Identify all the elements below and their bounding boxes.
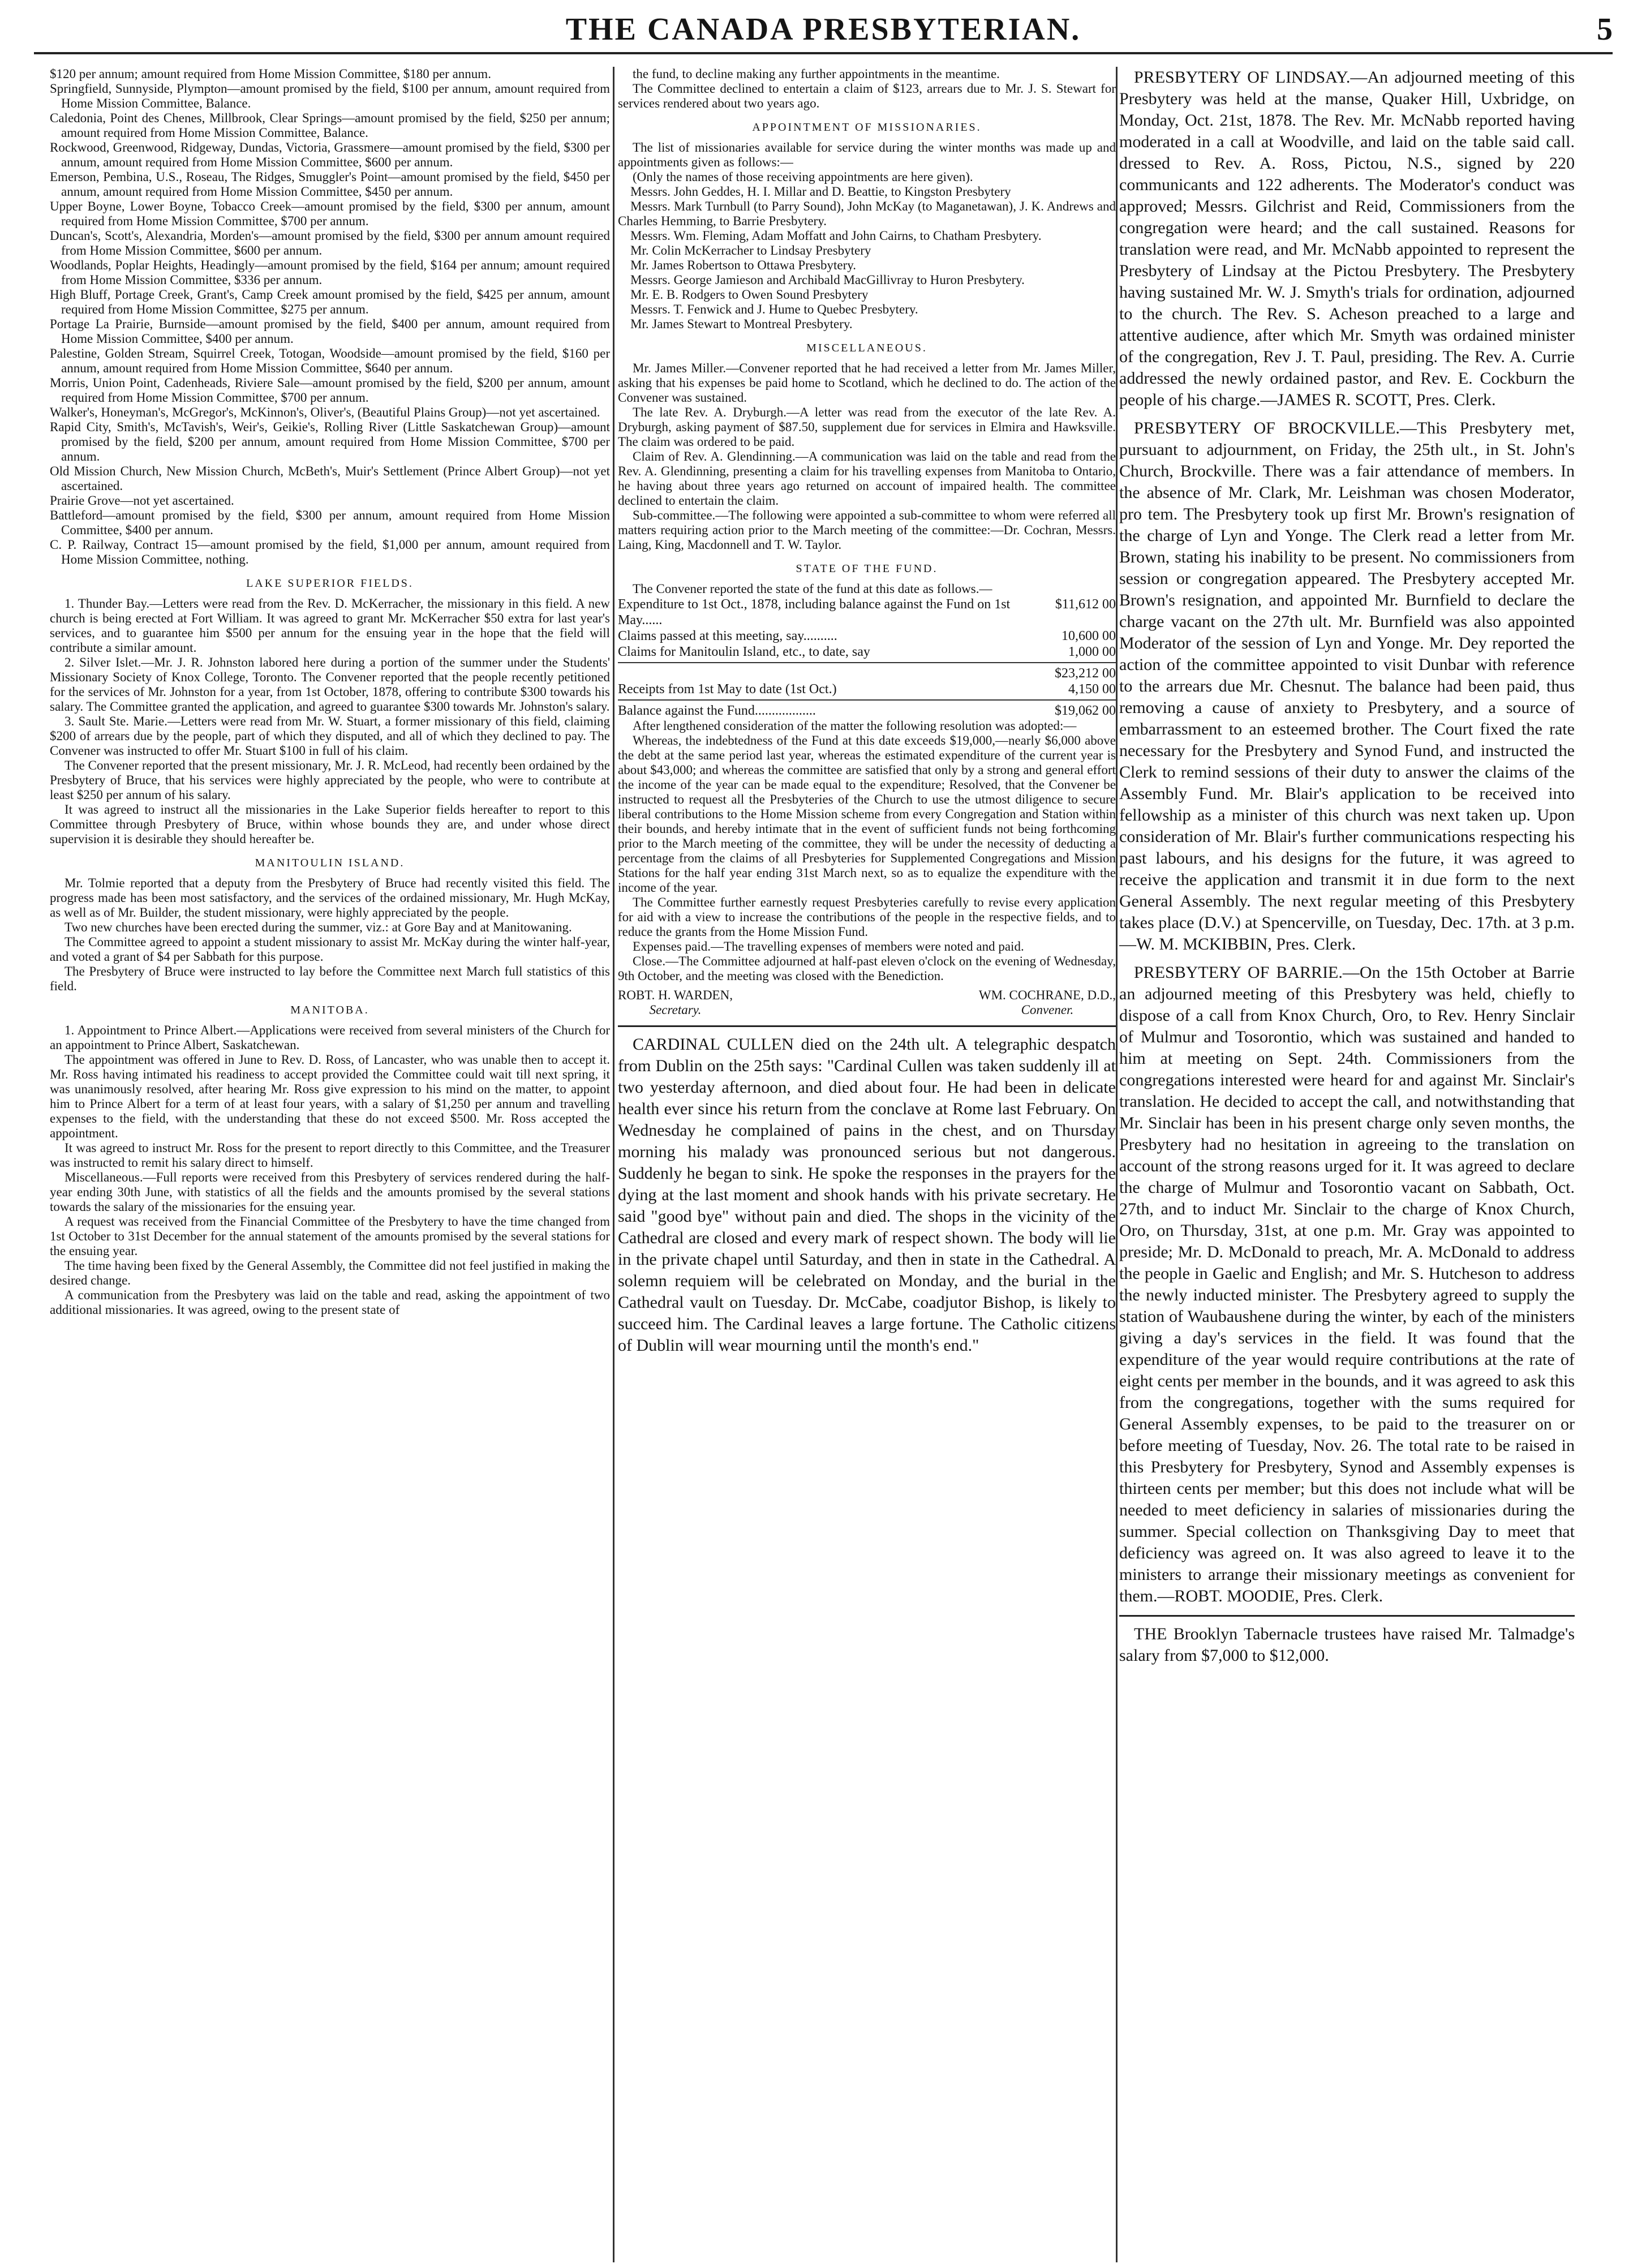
field-entry: Morris, Union Point, Cadenheads, Riviere Sale—amount promised by the field, $200 per annum, amount required from Home Mission Committee, $700 per annum. (50, 376, 610, 405)
paragraph: The list of missionaries available for service during the winter months was made up and appointments given as follows:— (618, 140, 1116, 169)
paragraph: A request was received from the Financial Committee of the Presbytery to have the time changed from 1st October to 31st December for the annual statement of the amounts promised by the several stations for the ensuing year. (50, 1214, 610, 1258)
appointment-item: Messrs. T. Fenwick and J. Hume to Quebec Presbytery. (630, 302, 918, 316)
appointment-item: Messrs. John Geddes, H. I. Millar and D. Beattie, to Kingston Presbytery (630, 184, 1011, 199)
fund-balance-amount: $19,062 00 (1055, 703, 1116, 718)
cardinal-cullen-notice: CARDINAL CULLEN died on the 24th ult. A telegraphic despatch from Dublin on the 25th says: "Cardinal Cullen was taken suddenly ill at two yesterday afternoon, and died about four. He had been in delicate health ever since his return from the conclave at Rome last February. On Wednesday he complained of pains in the chest, and on Thursday morning his malady was pronounced serious but not dangerous. Suddenly he began to sink. He spoke the responses in the prayers for the dying at the last moment and shook hands with his private secretary. He said "good bye" without pain and died. The shops in the vicinity of the Cathedral are closed and every mark of respect shown. The body will lie in the private chapel until Saturday, and then in state in the Cathedral. A solemn requiem will be celebrated on Monday, and the burial in the Cathedral vault on Tuesday. Dr. McCabe, coadjutor Bishop, is likely to succeed him. The Cardinal leaves a large fortune. The Catholic citizens of Dublin will wear mourning until the month's end." (618, 1025, 1116, 1356)
paragraph: Expenses paid.—The travelling expenses of members were noted and paid. (633, 939, 1024, 953)
field-entry: Battleford—amount promised by the field, $300 per annum, amount required from Home Mission Committee, $400 per annum. (50, 508, 610, 537)
fund-row-amount: $11,612 00 (1055, 597, 1116, 612)
paragraph: It was agreed to instruct all the missionaries in the Lake Superior fields hereafter to report to this Committee through Presbytery of Bruce, within whose bounds they are, and under whose direct supervision it is desirable they should hereafter be. (50, 802, 610, 846)
paragraph: The late Rev. A. Dryburgh.—A letter was read from the executor of the late Rev. A. Dryburgh, asking payment of $87.50, supplement due for services in Elmira and Hawksville. The claim was ordered to be paid. (618, 405, 1116, 449)
section-heading-manitoulin: MANITOULIN ISLAND. (255, 857, 405, 869)
paragraph: 1. Thunder Bay.—Letters were read from the Rev. D. McKerracher, the missionary in this field. A new church is being erected at Fort William. It was agreed to grant Mr. McKerracher $50 extra for last year's services, and to guarantee him $500 per annum for the ensuing year in the hope that the field will contribute a similar amount. (50, 596, 610, 655)
paragraph: The Convener reported the state of the fund at this date as follows.— (633, 582, 992, 596)
signature-role: Secretary. (649, 1003, 702, 1017)
paragraph: Close.—The Committee adjourned at half-past eleven o'clock on the evening of Wednesday, 9th October, and the meeting was closed with the Benediction. (618, 954, 1116, 983)
paragraph: The Convener reported that the present missionary, Mr. J. R. McLeod, had recently been ordained by the Presbytery of Bruce, that his services were highly appreciated by the people, who were to contribute at least $250 per annum of his salary. (50, 758, 610, 802)
field-entry: Portage La Prairie, Burnside—amount promised by the field, $400 per annum, amount required from Home Mission Committee, $400 per annum. (50, 317, 610, 346)
paragraph: The appointment was offered in June to Rev. D. Ross, of Lancaster, who was unable then to accept it. Mr. Ross having intimated his readiness to accept provided the Committee could wait till next spring, it was unanimously resolved, after hearing Mr. Ross give expression to his mind on the matter, to appoint him to Prince Albert for a term of at least four years, with a salary of $1,250 per annum and travelling expenses to the field, with the understanding that these do not exceed $500. Mr. Ross accepted the appointment. (50, 1053, 610, 1140)
fund-receipts-row (618, 681, 1116, 697)
paragraph: 2. Silver Islet.—Mr. J. R. Johnston labored here during a portion of the summer under the Students' Missionary Society of Knox College, Toronto. The Convener reported that the people recently petitioned for the services of Mr. Johnston for a year, from 1st October, 1878, offering to contribute $300 towards his salary. The Committee granted the application, and agreed to guarantee $300 towards Mr. Johnston's salary. (50, 655, 610, 714)
paragraph: the fund, to decline making any further appointments in the meantime. (633, 67, 1000, 81)
signature-name: WM. COCHRANE, D.D., (978, 988, 1116, 1002)
appointment-item: Messrs. Mark Turnbull (to Parry Sound), John McKay (to Maganetawan), J. K. Andrews and Charles Hemming, to Barrie Presbytery. (618, 199, 1116, 228)
field-entry: $120 per annum; amount required from Home Mission Committee, $180 per annum. (50, 67, 491, 81)
fund-row-label: Expenditure to 1st Oct., 1878, including balance against the Fund on 1st May...... (618, 597, 1011, 628)
appointment-item: Messrs. George Jamieson and Archibald MacGillivray to Huron Presbytery. (630, 273, 1025, 287)
section-heading-miscellaneous: MISCELLANEOUS. (806, 342, 927, 354)
paragraph: 1. Appointment to Prince Albert.—Applications were received from several ministers of the Church for an appointment to Prince Albert, Saskatchewan. (50, 1023, 610, 1052)
signatures (618, 988, 1116, 1017)
page-number: 5 (1597, 12, 1613, 47)
presbytery-lindsay-report: PRESBYTERY OF LINDSAY.—An adjourned meeting of this Presbytery was held at the manse, Quaker Hill, Uxbridge, on Monday, Oct. 21st, 1878. The Rev. Mr. McNabb reported having moderated in a call at Woodville, and laid on the table said call. dressed to Rev. A. Ross, Pictou, N.S., signed by 220 communicants and 122 adherents. The Moderator's conduct was approved; Messrs. Gilchrist and Reid, Commissioners from the congregation were heard; and the call sustained. Reasons for translation were read, and Mr. McNabb appointed to represent the Presbytery of Lindsay at the Pictou Presbytery. The Presbytery having sustained Mr. W. J. Smyth's trials for ordination, adjourned to the church. The Rev. S. Acheson preached to a large and attentive audience, after which Mr. Smyth was ordained minister of the congregation, Rev J. T. Paul, presiding. The Rev. A. Currie addressed the newly ordained pastor, and Rev. E. Cockburn the people of his charge.—JAMES R. SCOTT, Pres. Clerk. (1119, 68, 1575, 409)
field-entry: C. P. Railway, Contract 15—amount promised by the field, $1,000 per annum, amount required from Home Mission Committee, nothing. (50, 538, 610, 566)
presbytery-brockville-report: PRESBYTERY OF BROCKVILLE.—This Presbytery met, pursuant to adjournment, on Friday, the 25th ult., in St. John's Church, Brockville. There was a fair attendance of members. In the absence of Mr. Clark, Mr. Leishman was chosen Moderator, pro tem. The Presbytery took up first Mr. Brown's resignation of the charge of Lyn and Yonge. The Clerk read a letter from Mr. Brown, stating his inability to be present. No commissioners from session or congregation appeared. The Presbytery accepted Mr. Brown's resignation, and appointed Mr. Burnfield to declare the charge vacant on the 27th ult. Mr. Burnfield was also appointed Moderator of the session of Lyn and Yonge. Mr. Dey reported the action of the committee appointed to visit Dunbar with reference to the arrears due Mr. Chesnut. The balance had been paid, thus removing a cause of anxiety to Presbytery, and a source of embarrassment to an esteemed brother. The Court fixed the rate necessary for the Presbytery and Synod Fund, and instructed the Clerk to remind sessions of their duty to answer the claims of the Assembly Fund. Mr. Blair's application to be received into fellowship as a minister of this church was next taken up. Upon consideration of Mr. Blair's further communications respecting his past labours, and his designs for the future, it was agreed to receive the application and transmit it in due form to the next General Assembly. The next regular meeting of this Presbytery takes place (D.V.) at Spencerville, on Tuesday, Dec. 17th. at 3 p.m.—W. M. MCKIBBIN, Pres. Clerk. (1119, 419, 1575, 953)
page-title: THE CANADA PRESBYTERIAN. (565, 12, 1081, 47)
field-entry: Rapid City, Smith's, McTavish's, Weir's, Geikie's, Rolling River (Little Saskatchewan Group)—amount promised by the field, $200 per annum, amount required from Home Mission Committee, $700 per annum. (50, 420, 610, 463)
fund-receipts-label: Receipts from 1st May to date (1st Oct.) (618, 682, 837, 697)
fund-row (618, 596, 1116, 628)
section-heading-manitoba: MANITOBA. (290, 1004, 369, 1016)
field-entry: Walker's, Honeyman's, McGregor's, McKinnon's, Oliver's, (Beautiful Plains Group)—not yet ascertained. (50, 405, 600, 419)
appointment-item: Messrs. Wm. Fleming, Adam Moffatt and John Cairns, to Chatham Presbytery. (630, 229, 1042, 243)
paragraph: A communication from the Presbytery was laid on the table and read, asking the appointment of two additional missionaries. It was agreed, owing to the present state of (50, 1288, 610, 1317)
paragraph: Whereas, the indebtedness of the Fund at this date exceeds $19,000,—nearly $6,000 above the debt at the same period last year, whereas the estimated expenditure of the current year is about $43,000; and whereas the committee are satisfied that only by a strong and general effort the income of the year can be made equal to the expenditure; Resolved, that the Convener be instructed to request all the Presbyteries of the Church to use the utmost diligence to secure liberal contributions to the Home Mission scheme from every Congregation and Station within their bounds, and hereby intimate that in the event of sufficient funds not being forthcoming prior to the March meeting of the committee, they will be under the necessity of deducting a percentage from the claims of all Presbyteries for Supplemented Congregations and Mission Stations for the half year ending 31st March next, so as to equalize the expenditure with the income of the year. (618, 733, 1116, 895)
paragraph: The Committee declined to entertain a claim of $123, arrears due to Mr. J. S. Stewart for services rendered about two years ago. (618, 81, 1116, 110)
paragraph: Mr. James Miller.—Convener reported that he had received a letter from Mr. James Miller, asking that his expenses be paid home to Scotland, which he declined to do. The action of the Convener was sustained. (618, 361, 1116, 405)
fund-row-label: Claims for Manitoulin Island, etc., to date, say (618, 645, 870, 659)
column-rule-2 (1116, 67, 1118, 2262)
paragraph: (Only the names of those receiving appointments are here given). (633, 170, 973, 184)
paragraph: After lengthened consideration of the matter the following resolution was adopted:— (633, 719, 1077, 733)
field-entry: Palestine, Golden Stream, Squirrel Creek, Totogan, Woodside—amount promised by the field, $160 per annum, amount required from Home Mission Committee, $640 per annum. (50, 346, 610, 375)
field-entry: Upper Boyne, Lower Boyne, Tobacco Creek—amount promised by the field, $300 per annum, amount required from Home Mission Committee, $700 per annum. (50, 199, 610, 228)
fund-row-label: Claims passed at this meeting, say.......... (618, 629, 837, 643)
fund-row-amount: 10,600 00 (1061, 629, 1116, 643)
fund-receipts-amount: 4,150 00 (1068, 682, 1116, 697)
column-one (50, 67, 610, 2262)
fund-row (618, 644, 1116, 660)
fund-subtotal-row (618, 662, 1116, 681)
signature-role: Convener. (1021, 1003, 1074, 1017)
field-entry: High Bluff, Portage Creek, Grant's, Camp Creek amount promised by the field, $425 per annum, amount required from Home Mission Committee, $275 per annum. (50, 287, 610, 316)
paragraph: Claim of Rev. A. Glendinning.—A communication was laid on the table and read from the Rev. A. Glendinning, presenting a claim for his travelling expenses from Manitoba to Ontario, he having about three years ago returned on account of impaired health. The committee declined to entertain the claim. (618, 449, 1116, 508)
paragraph: The Committee further earnestly request Presbyteries carefully to revise every application for aid with a view to increase the contributions of the people in the respective fields, and to reduce the grants from the Home Mission Fund. (618, 895, 1116, 939)
column-two (618, 67, 1116, 2262)
field-entry: Woodlands, Poplar Heights, Headingly—amount promised by the field, $164 per annum; amount required from Home Mission Committee, $336 per annum. (50, 258, 610, 287)
column-three (1119, 67, 1575, 2262)
presbytery-barrie-report: PRESBYTERY OF BARRIE.—On the 15th October at Barrie an adjourned meeting of this Presbytery was held, chiefly to dispose of a call from Knox Church, Oro, to Rev. Henry Sinclair of Mulmur and Tosorontio, which was sustained and handed to him at meeting on Sept. 24th. Commissioners from the congregations interested were heard for and against Mr. Sinclair's translation. He decided to accept the call, and notwithstanding that Mr. Sinclair has been in his present charge only seven months, the Presbytery had no hesitation in agreeing to the translation on account of the strong reasons urged for it. It was agreed to declare the charge of Mulmur and Tosorontio vacant on Sabbath, Oct. 27th, and to induct Mr. Sinclair to the charge of Knox Church, Oro, on Thursday, 31st, at one p.m. Mr. Gray was appointed to preside; Mr. D. McDonald to preach, Mr. A. McDonald to address the people in Gaelic and English; and Mr. S. Hutcheson to address the newly inducted minister. The Presbytery agreed to supply the station of Waubaushene during the winter, by each of the ministers giving a day's services in the field. It was found that the expenditure of the year would require contributions at the rate of eight cents per member in the bounds, and it was agreed to ask this from the congregations, together with the sums required for General Assembly expenses, to be paid to the treasurer on or before meeting of Tuesday, Nov. 26. The total rate to be raised in this Presbytery for Presbytery, Synod and Assembly expenses is thirteen cents per member; but this does not include what will be needed to meet deficiency in salaries of missionaries during the summer. Special collection on Thanksgiving Day to meet that deficiency was agreed on. It was also agreed to leave it to the ministers to arrange their missionary meetings as convenient for them.—ROBT. MOODIE, Pres. Clerk. (1119, 963, 1575, 1605)
signature-convener (979, 988, 1116, 1017)
paragraph: The time having been fixed by the General Assembly, the Committee did not feel justified in making the desired change. (50, 1258, 610, 1287)
appointment-item: Mr. James Stewart to Montreal Presbytery. (630, 317, 853, 331)
appointment-item: Mr. James Robertson to Ottawa Presbytery. (630, 258, 857, 272)
fund-row-amount: 1,000 00 (1068, 645, 1116, 659)
fund-balance-row (618, 699, 1116, 719)
section-heading-fund: STATE OF THE FUND. (796, 562, 938, 575)
field-entry: Prairie Grove—not yet ascertained. (50, 493, 234, 508)
paragraph: The Presbytery of Bruce were instructed to lay before the Committee next March full statistics of this field. (50, 964, 610, 993)
fund-balance-label: Balance against the Fund.................. (618, 703, 816, 718)
masthead (34, 11, 1613, 54)
brooklyn-tabernacle-note: THE Brooklyn Tabernacle trustees have raised Mr. Talmadge's salary from $7,000 to $12,000. (1119, 1615, 1575, 1666)
fund-row (618, 628, 1116, 644)
paragraph: Miscellaneous.—Full reports were received from this Presbytery of services rendered during the half-year ending 30th June, with statistics of all the fields and the amounts promised by the several stations towards the salary of the missionaries for the ensuing year. (50, 1170, 610, 1214)
field-entry: Rockwood, Greenwood, Ridgeway, Dundas, Victoria, Grassmere—amount promised by the field, $300 per annum, amount required from Home Mission Committee, $600 per annum. (50, 140, 610, 169)
signature-secretary (618, 988, 733, 1017)
fund-subtotal: $23,212 00 (1055, 666, 1116, 681)
signature-name: ROBT. H. WARDEN, (618, 988, 733, 1002)
field-entry: Emerson, Pembina, U.S., Roseau, The Ridges, Smuggler's Point—amount promised by the field, $450 per annum, amount required from Home Mission Committee, $450 per annum. (50, 170, 610, 199)
section-heading-appointments: APPOINTMENT OF MISSIONARIES. (752, 121, 982, 134)
appointment-item: Mr. E. B. Rodgers to Owen Sound Presbytery (630, 287, 869, 302)
paragraph: It was agreed to instruct Mr. Ross for the present to report directly to this Committee, and the Treasurer was instructed to remit his salary direct to himself. (50, 1141, 610, 1170)
paragraph: 3. Sault Ste. Marie.—Letters were read from Mr. W. Stuart, a former missionary of this field, claiming $200 of arrears due by the people, part of which they disputed, and all of which they declined to pay. The Convener was instructed to offer Mr. Stuart $100 in full of his claim. (50, 714, 610, 758)
appointment-item: Mr. Colin McKerracher to Lindsay Presbytery (630, 243, 871, 257)
field-entry: Duncan's, Scott's, Alexandria, Morden's—amount promised by the field, $300 per annum amount required from Home Mission Committee, $600 per annum. (50, 229, 610, 257)
paragraph: Two new churches have been erected during the summer, viz.: at Gore Bay and at Manitowaning. (65, 920, 572, 934)
paragraph: Sub-committee.—The following were appointed a sub-committee to whom were referred all matters requiring action prior to the March meeting of the committee:—Dr. Cochran, Messrs. Laing, King, Macdonnell and T. W. Taylor. (618, 508, 1116, 552)
paragraph: Mr. Tolmie reported that a deputy from the Presbytery of Bruce had recently visited this field. The progress made has been most satisfactory, and the services of the ordained missionary, Mr. Hugh McKay, as well as of Mr. Builder, the student missionary, were highly appreciated by the people. (50, 876, 610, 920)
column-rule-1 (613, 67, 614, 2262)
field-entry: Old Mission Church, New Mission Church, McBeth's, Muir's Settlement (Prince Albert Group)—not yet ascertained. (50, 464, 610, 493)
field-entry: Caledonia, Point des Chenes, Millbrook, Clear Springs—amount promised by the field, $250 per annum; amount required from Home Mission Committee, Balance. (50, 111, 610, 140)
paragraph: The Committee agreed to appoint a student missionary to assist Mr. McKay during the winter half-year, and voted a grant of $4 per Sabbath for this purpose. (50, 935, 610, 964)
section-heading-lake-superior: LAKE SUPERIOR FIELDS. (246, 577, 414, 590)
field-entry: Springfield, Sunnyside, Plympton—amount promised by the field, $100 per annum, amount required from Home Mission Committee, Balance. (50, 81, 610, 110)
